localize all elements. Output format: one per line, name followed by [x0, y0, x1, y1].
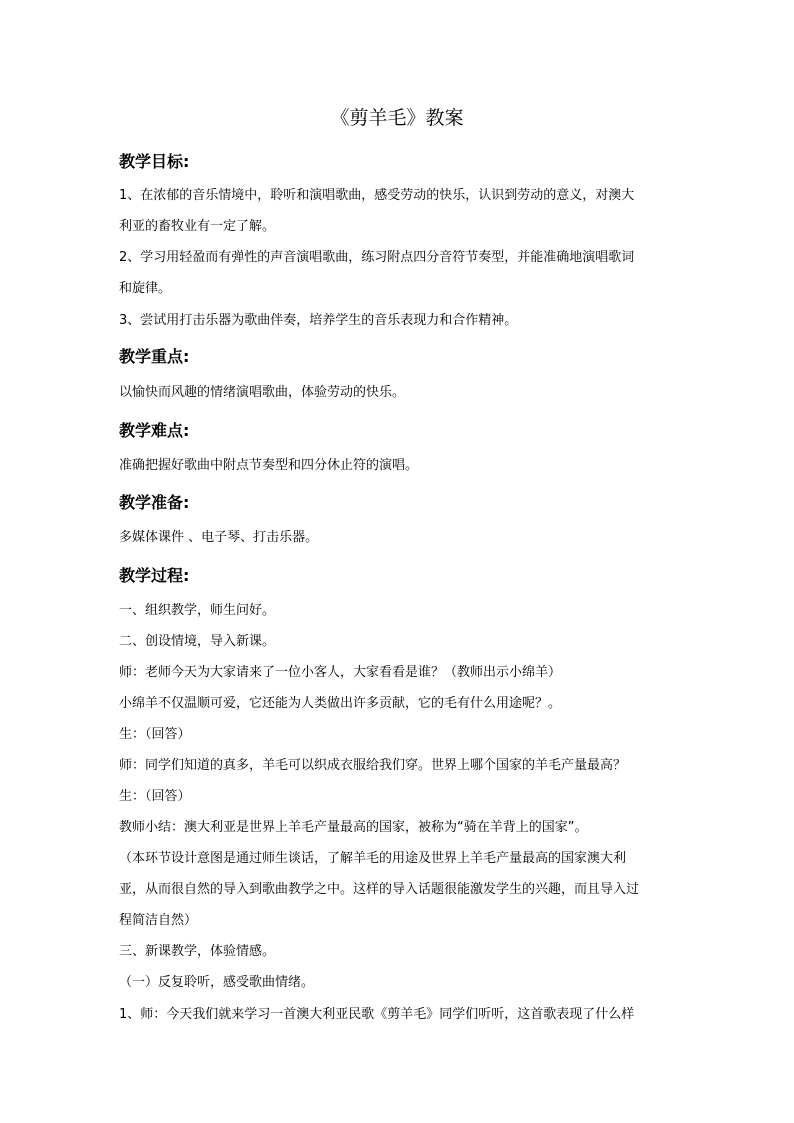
process-line: 二、创设情境，导入新课。: [119, 634, 276, 649]
process-line: 亚，从而很自然的导入到歌曲教学之中。这样的导入话题很能激发学生的兴趣，而且导入过: [119, 882, 640, 897]
goals-line: 2、学习用轻盈而有弹性的声音演唱歌曲，练习附点四分音符节奏型，并能准确地演唱歌词: [119, 250, 635, 265]
section-heading-process: 教学过程:: [119, 566, 190, 585]
process-line: 师：同学们知道的真多，羊毛可以织成衣服给我们穿。世界上哪个国家的羊毛产量最高？: [119, 758, 627, 773]
goals-line: 1、在浓郁的音乐情境中，聆听和演唱歌曲，感受劳动的快乐，认识到劳动的意义，对澳大: [119, 188, 635, 203]
process-line: 1、师：今天我们就来学习一首澳大利亚民歌《剪羊毛》同学们听听，这首歌表现了什么样: [119, 1007, 635, 1022]
process-line: （一）反复聆听，感受歌曲情绪。: [119, 975, 315, 990]
process-line: 生：（回答）: [119, 789, 191, 804]
process-line: 小绵羊不仅温顺可爱，它还能为人类做出许多贡献，它的毛有什么用途呢？。: [119, 696, 562, 711]
document-title: 《剪羊毛》教案: [330, 107, 464, 129]
section-heading-difficulties: 教学难点:: [119, 421, 190, 440]
key-points-line: 以愉快而风趣的情绪演唱歌曲，体验劳动的快乐。: [119, 385, 406, 400]
process-line: 教师小结：澳大利亚是世界上羊毛产量最高的国家，被称为“骑在羊背上的国家”。: [119, 820, 588, 835]
process-line: 一、组织教学，师生问好。: [119, 603, 276, 618]
process-line: 三、新课教学，体验情感。: [119, 944, 276, 959]
process-line: 生：（回答）: [119, 727, 191, 742]
section-heading-key-points: 教学重点:: [119, 347, 190, 366]
difficulties-line: 准确把握好歌曲中附点节奏型和四分休止符的演唱。: [119, 458, 419, 473]
process-line: 程简洁自然）: [119, 913, 198, 928]
goals-line: 和旋律。: [119, 281, 172, 296]
goals-line: 3、尝试用打击乐器为歌曲伴奏，培养学生的音乐表现力和合作精神。: [119, 313, 518, 328]
preparation-line: 多媒体课件 、电子琴、打击乐器。: [119, 530, 319, 545]
process-line: （本环节设计意图是通过师生谈话，了解羊毛的用途及世界上羊毛产量最高的国家澳大利: [119, 851, 627, 866]
process-line: 师：老师今天为大家请来了一位小客人，大家看看是谁？（教师出示小绵羊）: [119, 665, 562, 680]
section-heading-preparation: 教学准备:: [119, 493, 190, 512]
section-heading-goals: 教学目标:: [119, 152, 190, 171]
goals-line: 利亚的畜牧业有一定了解。: [119, 219, 276, 234]
